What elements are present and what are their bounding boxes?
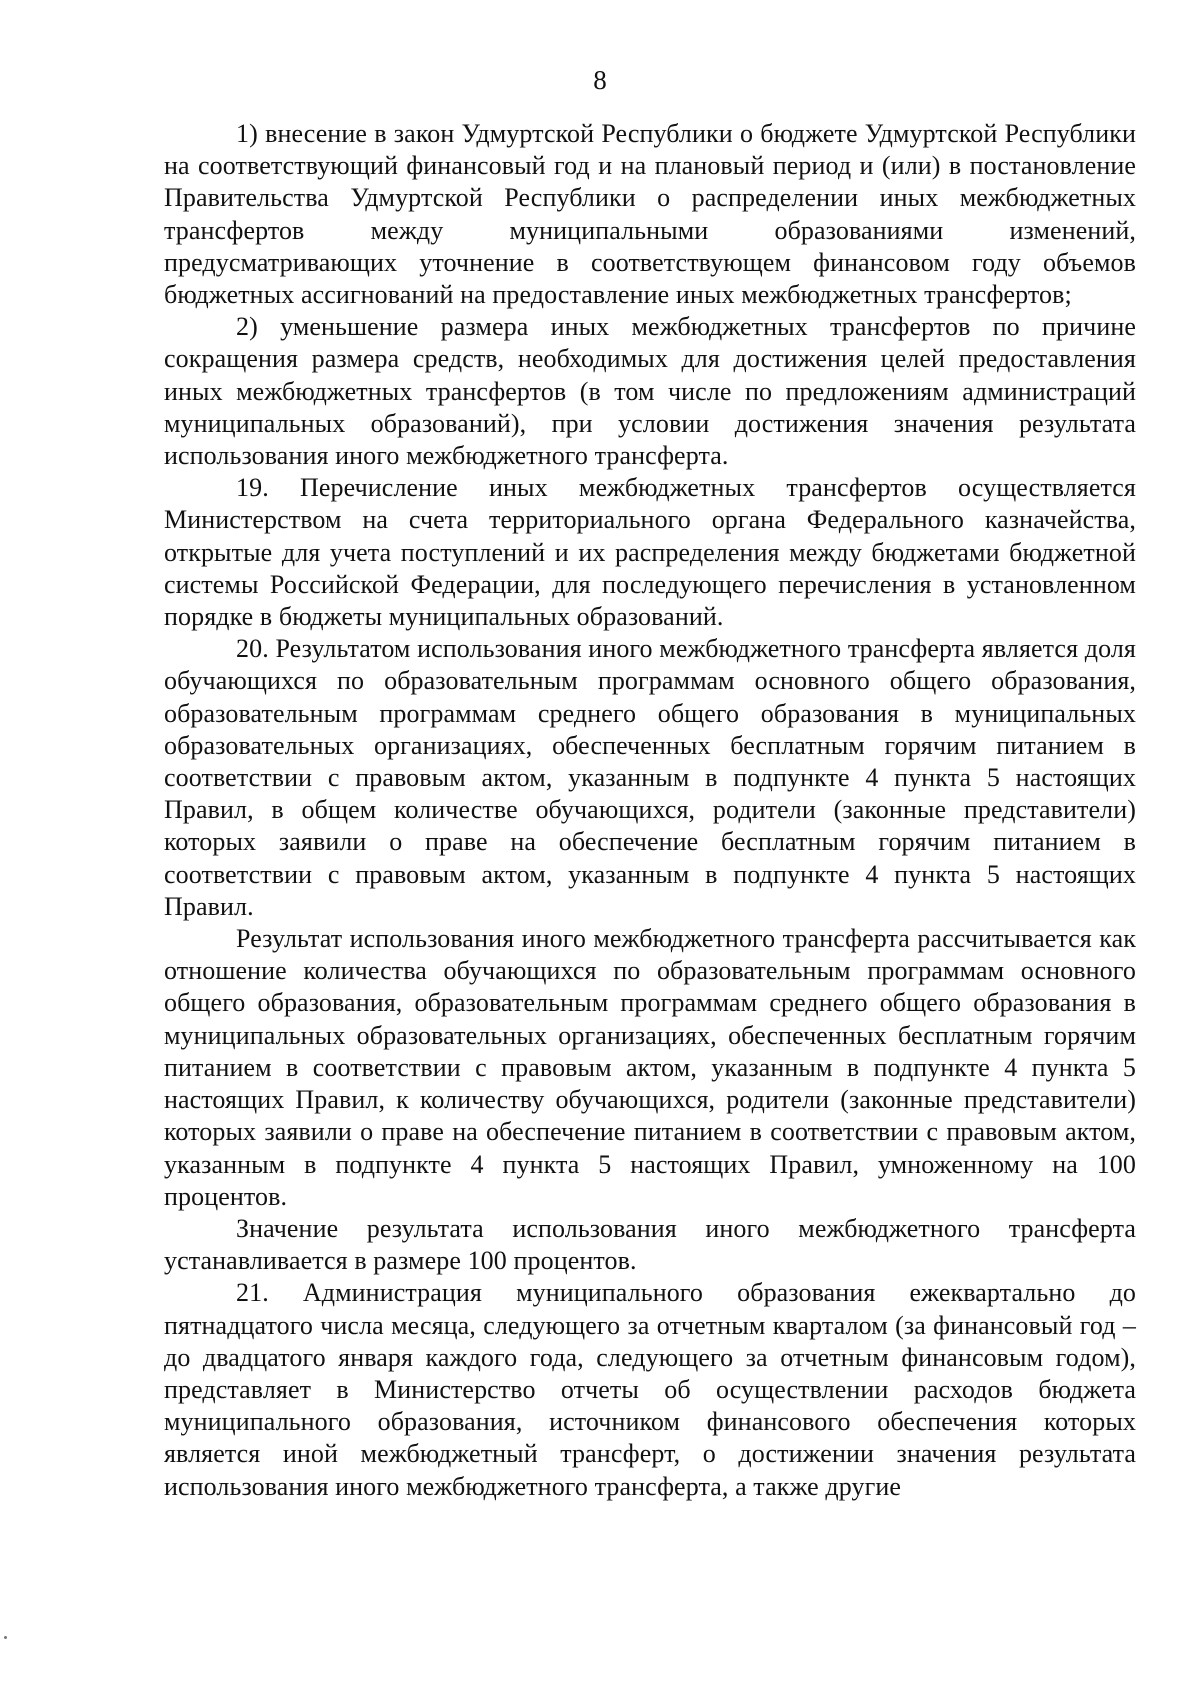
paragraph-clause-21: 21. Администрация муниципального образования ежеквартально до пятнадцатого числа месяца, следующего за отчетным кварталом (за финансовый год – до двадцатого января каждого года, следующего за отчетным финансовым годом), представляет в Министерство отчеты об осуществлении расходов бюджета муниципального образования, источником финансового обеспечения которых является иной межбюджетный трансферт, о достижении значения результата использования иного межбюджетного трансферта, а также другие xyxy=(164,1278,1136,1501)
paragraph-result-value: Значение результата использования иного межбюджетного трансферта устанавливается в размере 100 процентов. xyxy=(164,1213,1136,1276)
page-number: 8 xyxy=(593,65,607,95)
document-body xyxy=(164,118,1136,1503)
paragraph-result-calculation: Результат использования иного межбюджетного трансферта рассчитывается как отношение количества обучающихся по образовательным программам основного общего образования, образовательным программам среднего общего образования в муниципальных образовательных организациях, обеспеченных бесплатным горячим питанием в соответствии с правовым актом, указанным в подпункте 4 пункта 5 настоящих Правил, к количеству обучающихся, родители (законные представители) которых заявили о праве на обеспечение питанием в соответствии с правовым актом, указанным в подпункте 4 пункта 5 настоящих Правил, умноженному на 100 процентов. xyxy=(164,924,1136,1211)
paragraph-clause-19: 19. Перечисление иных межбюджетных трансфертов осуществляется Министерством на счета территориального органа Федерального казначейства, открытые для учета поступлений и их распределения между бюджетами бюджетной системы Российской Федерации, для последующего перечисления в установленном порядке в бюджеты муниципальных образований. xyxy=(164,473,1136,632)
paragraph-clause-20: 20. Результатом использования иного межбюджетного трансферта является доля обучающихся по образовательным программам основного общего образования, образовательным программам среднего общего образования в муниципальных образовательных организациях, обеспеченных бесплатным горячим питанием в соответствии с правовым актом, указанным в подпункте 4 пункта 5 настоящих Правил, в общем количестве обучающихся, родители (законные представители) которых заявили о праве на обеспечение бесплатным горячим питанием в соответствии с правовым актом, указанным в подпункте 4 пункта 5 настоящих Правил. xyxy=(164,634,1136,921)
paragraph-subitem-1: 1) внесение в закон Удмуртской Республики о бюджете Удмуртской Республики на соответствующий финансовый год и на плановый период и (или) в постановление Правительства Удмуртской Республики о распределении иных межбюджетных трансфертов между муниципальными образованиями изменений, предусматривающих уточнение в соответствующем финансовом году объемов бюджетных ассигнований на предоставление иных межбюджетных трансфертов; xyxy=(164,119,1136,310)
paragraph-subitem-2: 2) уменьшение размера иных межбюджетных трансфертов по причине сокращения размера средств, необходимых для достижения целей предоставления иных межбюджетных трансфертов (в том числе по предложениям администраций муниципальных образований), при условии достижения значения результата использования иного межбюджетного трансферта. xyxy=(164,312,1136,471)
scan-dot xyxy=(4,1636,7,1639)
